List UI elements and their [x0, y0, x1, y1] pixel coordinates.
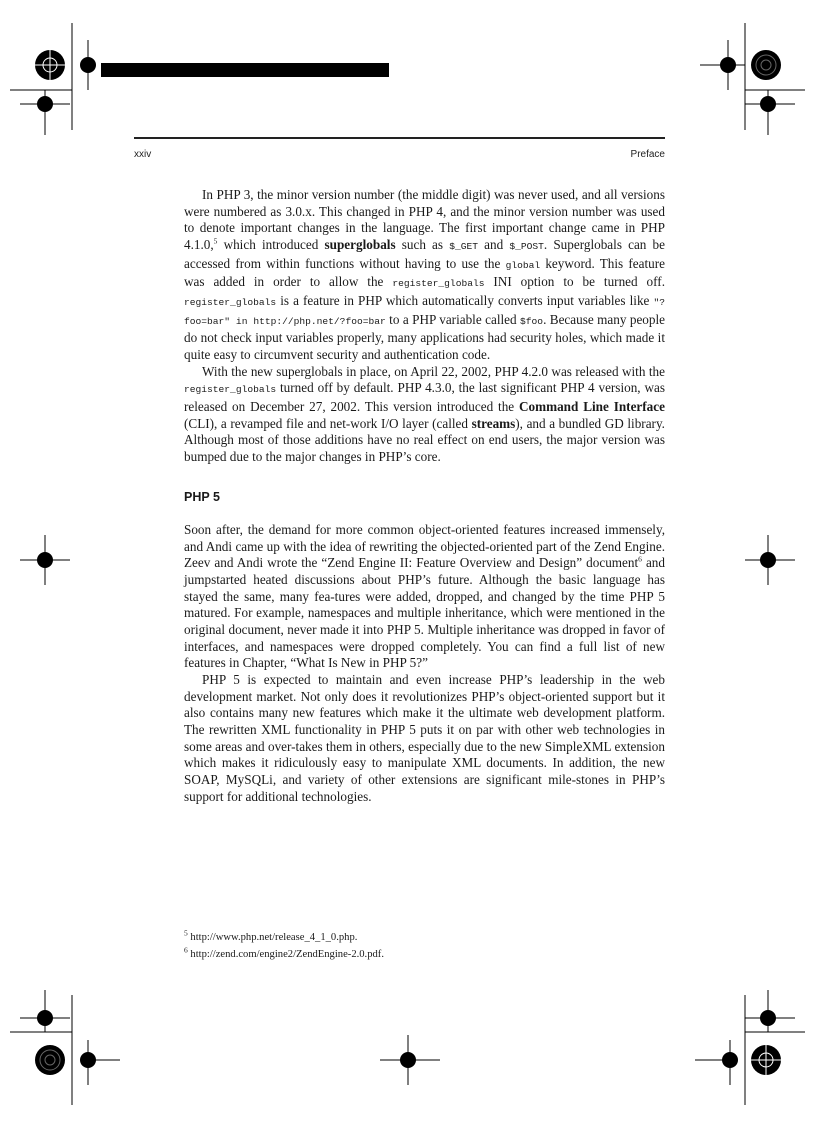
page-number: xxiv: [134, 149, 152, 160]
footnote-ref-5: 5: [213, 236, 218, 246]
paragraph-php5-origins: Soon after, the demand for more common object-oriented features increased immensely, and Andi came up with the idea of rewriting the objected-oriented part of the Zend Engine. Zeev and Andi wrote the “Zend Engine II: Feature Overview and Design” document$^6$ and jumpstarted heated discussions about PHP’s future. Although the basic language has stayed the same, many fea-tures were added, dropped, and changed by the time PHP 5 matured. For example, namespaces and multiple inheritance, which were mentioned in the original document, never made it into PHP 5. Multiple inheritance was dropped in favor of interfaces, and namespaces were dropped completely. You can find a full list of new features in Chapter, “What Is New in PHP 5?”: [184, 522, 665, 671]
footnote-ref-6: 6: [638, 555, 642, 565]
footnotes: [184, 929, 665, 963]
color-bar: [101, 63, 389, 77]
running-header-section: Preface: [630, 149, 665, 160]
body-text: [184, 187, 665, 805]
footnote: $^5$ http://www.php.net/release_4_1_0.php.: [184, 928, 358, 943]
term-cli: Command Line Interface: [519, 398, 665, 414]
paragraph-php3-history: In PHP 3, the minor version number (the middle digit) was never used, and all versions were numbered as 3.0.x. This changed in PHP 4, and the minor version number was used to denote important changes in the language. The first important change came in PHP 4.1.0,$^5$ which introduced superglobals such as $_GET and $_POST. Superglobals can be accessed from within functions without having to use the global keyword. This feature was added in order to allow the register_globals INI option to be turned off. register_globals is a feature in PHP which automatically converts input variables like "?foo=bar" in http://php.net/?foo=bar to a PHP variable called $foo. Because many people do not check input variables properly, many applications had security holes, which made it quite easy to circumvent security and authentication code.: [184, 187, 666, 362]
header-rule: [134, 137, 665, 139]
section-heading-php5: PHP 5: [184, 489, 220, 504]
paragraph-php5-leadership: PHP 5 is expected to maintain and even increase PHP’s leadership in the web development market. Not only does it revolutionizes PHP’s object-oriented support but it also contains many new features which make it the ultimate web development platform. The rewritten XML functionality in PHP 5 puts it on par with other web technologies in some areas and over-takes them in others, especially due to the new SimpleXML extension which makes it ridiculously easy to manipulate XML documents. In addition, the new SOAP, MySQLi, and variety of other extensions are significant mile-stones in PHP’s support for additional technologies.: [184, 672, 665, 804]
term-superglobals: superglobals: [324, 236, 396, 252]
paragraph-php4-releases: With the new superglobals in place, on April 22, 2002, PHP 4.2.0 was released with the register_globals turned off by default. PHP 4.3.0, the last significant PHP 4 version, was released on December 27, 2002. This version introduced the Command Line Interface (CLI), a revamped file and net-work I/O layer (called streams), and a bundled GD library. Although most of those additions have no real effect on end users, the major version was bumped due to the major changes in PHP’s core.: [184, 363, 665, 464]
footnote: $^6$ http://zend.com/engine2/ZendEngine-2.0.pdf.: [184, 945, 384, 960]
term-streams: streams: [471, 415, 516, 431]
